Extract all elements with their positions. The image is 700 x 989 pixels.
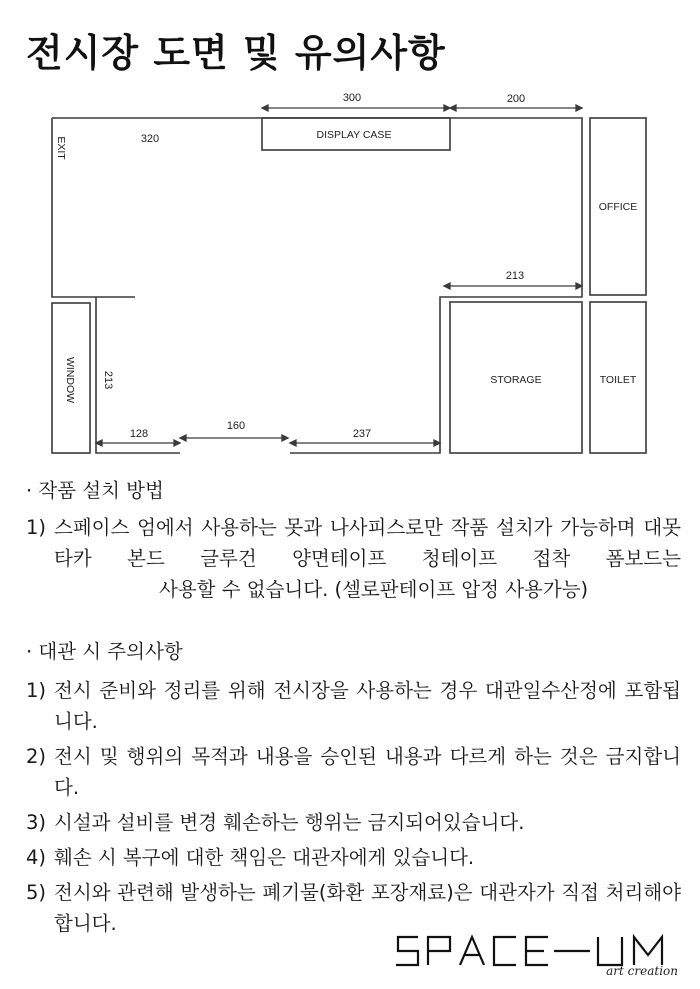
dim-200: 200 [506,93,526,105]
item-text: 전시와 관련해 발생하는 폐기물(화환 포장재료)은 대관자가 직접 처리해야 합니다. [54,881,681,935]
installation-item [26,512,681,605]
item-number: 3) [26,811,47,834]
rental-section [26,636,681,939]
rental-item [26,741,681,803]
dim-160: 160 [226,420,246,432]
dim-213-right: 213 [505,270,525,282]
item-text: 전시 준비와 정리를 위해 전시장을 사용하는 경우 대관일수산정에 포함됩니다. [54,679,681,733]
page-title: 전시장 도면 및 유의사항 [26,31,446,75]
floor-plan [0,0,700,470]
rental-item [26,842,681,873]
dim-213-left: 213 [102,370,114,390]
label-toilet: TOILET [599,374,637,386]
label-storage: STORAGE [490,374,542,386]
item-text: 시설과 설비를 변경 훼손하는 행위는 금지되어있습니다. [54,811,525,834]
rental-item [26,675,681,737]
dim-300: 300 [342,92,362,104]
item-number: 2) [26,745,47,768]
item-text-tail: 사용할 수 없습니다. (셀로판테이프 압정 사용가능) [159,578,589,601]
dim-320: 320 [140,133,160,145]
rental-item [26,807,681,838]
item-number: 1) [26,516,47,539]
rental-item [26,877,681,939]
label-exit: EXIT [55,136,67,160]
item-text: 전시 및 행위의 목적과 내용을 승인된 내용과 다르게 하는 것은 금지합니다. [54,745,681,799]
item-number: 1) [26,679,47,702]
rental-heading: · 대관 시 주의사항 [26,640,183,663]
installation-section [26,475,681,605]
label-display-case: DISPLAY CASE [316,129,392,141]
installation-heading: · 작품 설치 방법 [26,479,164,502]
space-um-logo [394,933,680,977]
dim-128: 128 [129,428,149,440]
item-text: 스페이스 엄에서 사용하는 못과 나사피스로만 작품 설치가 가능하며 대못 타카 본드 글루건 양면테이프 청테이프 접착 폼보드는 [54,516,681,570]
item-text: 훼손 시 복구에 대한 책임은 대관자에게 있습니다. [54,846,475,869]
label-office: OFFICE [598,201,638,213]
item-number: 5) [26,881,47,904]
dim-237: 237 [352,428,372,440]
logo-subtitle: art creation [606,964,678,977]
label-window: WINDOW [64,356,76,404]
item-number: 4) [26,846,47,869]
